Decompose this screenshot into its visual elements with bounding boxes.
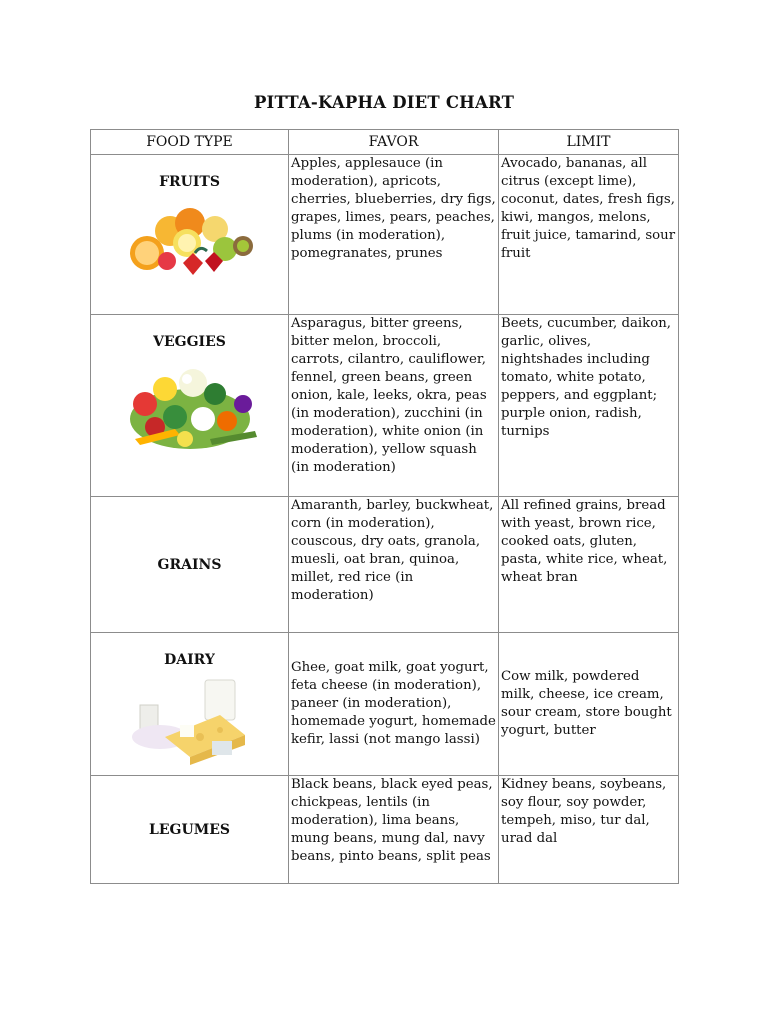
limit-cell: [499, 633, 679, 776]
limit-text: Avocado, bananas, all citrus (except lime), coconut, dates, fresh figs, kiwi, mangos, melons, fruit juice, tamarind, sour fruit: [501, 156, 676, 261]
table-row: [91, 633, 679, 776]
food-type-cell: [91, 497, 289, 633]
favor-text: Black beans, black eyed peas, chickpeas, lentils (in moderation), lima beans, mung beans, mung dal, navy beans, pinto beans, split peas: [291, 777, 493, 864]
food-type-cell: [91, 315, 289, 497]
header-food-type: FOOD TYPE: [91, 130, 289, 155]
favor-text: Asparagus, bitter greens, bitter melon, broccoli, carrots, cilantro, cauliflower, fennel, green beans, green onion, kale, leeks, okra, peas (in moderation), zucchini (in moderation), white onion (in moderation), yellow squash (in moderation): [291, 316, 487, 475]
limit-text: Kidney beans, soybeans, soy flour, soy powder, tempeh, miso, tur dal, urad dal: [501, 777, 667, 846]
header-favor: FAVOR: [289, 130, 499, 155]
table-row: [91, 497, 679, 633]
favor-text: Apples, applesauce (in moderation), apricots, cherries, blueberries, dry figs, grapes, limes, pears, peaches, plums (in moderation), pomegranates, prunes: [291, 156, 496, 261]
food-type-label: FRUITS: [159, 174, 220, 190]
dairy-photo: [120, 675, 260, 765]
limit-cell: [499, 155, 679, 315]
favor-text: Amaranth, barley, buckwheat, corn (in moderation), couscous, dry oats, granola, muesli, oat bran, quinoa, millet, red rice (in moderation): [291, 498, 494, 603]
header-row: [91, 130, 679, 155]
favor-cell: [289, 633, 499, 776]
header-limit: LIMIT: [499, 130, 679, 155]
table-row: [91, 776, 679, 884]
favor-cell: [289, 315, 499, 497]
limit-text: All refined grains, bread with yeast, brown rice, cooked oats, gluten, pasta, white rice, wheat, wheat bran: [501, 498, 668, 585]
food-type-cell: [91, 633, 289, 776]
favor-cell: [289, 155, 499, 315]
limit-cell: [499, 497, 679, 633]
limit-text: Cow milk, powdered milk, cheese, ice cream, sour cream, store bought yogurt, butter: [501, 669, 672, 738]
food-type-label: LEGUMES: [149, 821, 230, 838]
limit-text: Beets, cucumber, daikon, garlic, olives, nightshades including tomato, white potato, peppers, and eggplant; purple onion, radish, turnips: [501, 316, 672, 439]
favor-text: Ghee, goat milk, goat yogurt, feta cheese (in moderation), paneer (in moderation), homemade yogurt, homemade kefir, lassi (not mango lassi): [291, 660, 496, 747]
food-type-label: VEGGIES: [153, 334, 226, 350]
food-type-label: GRAINS: [157, 556, 222, 573]
fruits-photo: [125, 201, 255, 281]
food-type-cell: [91, 155, 289, 315]
veggies-photo: [115, 359, 265, 459]
limit-cell: [499, 315, 679, 497]
diet-table: [90, 129, 679, 884]
favor-cell: [289, 497, 499, 633]
food-type-cell: [91, 776, 289, 884]
page-title: PITTA-KAPHA DIET CHART: [253, 93, 515, 112]
limit-cell: [499, 776, 679, 884]
food-type-label: DAIRY: [164, 652, 215, 668]
favor-cell: [289, 776, 499, 884]
table-row: [91, 155, 679, 315]
table-row: [91, 315, 679, 497]
